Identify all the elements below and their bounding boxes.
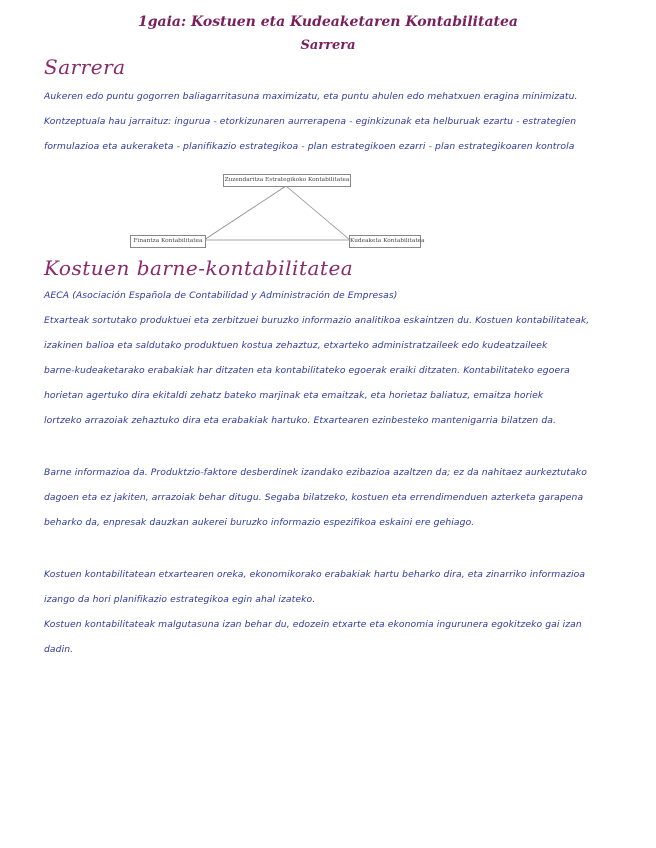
text-line: lortzeko arrazoiak zehaztuko dira eta erabakiak hartuko. Etxartearen ezinbesteko mantenigarria bilatzen da. <box>44 415 557 426</box>
text-line: dagoen eta ez jakiten, arrazoiak behar ditugu. Segaba bilatzeko, kostuen eta errendimenduen azterketa garapena <box>44 492 584 503</box>
text-line: Etxarteak sortutako produktuei eta zerbitzuei buruzko informazio analitikoa eskaintzen du. Kostuen kontabilitateak, <box>44 315 590 326</box>
paragraph-1 <box>44 308 634 433</box>
text-line: Aukeren edo puntu gogorren baliagarritasuna maximizatu, eta puntu ahulen edo mehatxuen eragina minimizatu. <box>44 91 578 102</box>
text-line: Kontzeptuala hau jarraituz: ingurua - etorkizunaren aurrerapena - eginkizunak eta helburuak ezartu - estrategien <box>44 116 577 127</box>
diagram-connector-left <box>204 186 286 240</box>
text-line: izango da hori planifikazio estrategikoa egin ahal izateko. <box>44 594 316 605</box>
text-line: beharko da, enpresak dauzkan aukerei buruzko informazio espezifikoa eskaini ere gehiago. <box>44 517 475 528</box>
paragraph-2 <box>44 460 634 535</box>
aeca-line: AECA (Asociación Española de Contabilidad y Administración de Empresas) <box>44 290 398 301</box>
text-line: Kostuen kontabilitatean etxartearen oreka, ekonomikorako erabakiak hartu beharko dira, eta zinarriko informazioa <box>44 569 586 580</box>
text-line: horietan agertuko dira ekitaldi zehatz bateko marjinak eta emaitzak, eta horietaz baliatuz, emaitza horiek <box>44 390 544 401</box>
text-line: dadin. <box>44 644 74 655</box>
text-line: izakinen balioa eta saldutako produktuen kostua zehaztuz, etxarteko administratzaileek edo kudeatzaileek <box>44 340 548 351</box>
section-heading-kostuen: Kostuen barne-kontabilitatea <box>44 256 354 280</box>
paragraph-3 <box>44 562 634 612</box>
diagram-box-management: Kudeaketa Kontabilitatea <box>349 235 421 248</box>
document-subtitle: Sarrera <box>300 38 356 53</box>
document-title: 1gaia: Kostuen eta Kudeaketaren Kontabilitatea <box>138 14 518 30</box>
diagram-box-financial: Finantza Kontabilitatea <box>130 235 206 248</box>
paragraph-sarrera <box>44 84 634 159</box>
paragraph-4 <box>44 612 634 662</box>
text-line: barne-kudeaketarako erabakiak har ditzaten eta kontabilitateko egoerak eraiki ditzaten. Kontabilitateko egoera <box>44 365 570 376</box>
text-line: Kostuen kontabilitateak malgutasuna izan behar du, edozein etxarte eta ekonomia ingurunera egokitzeko gai izan <box>44 619 582 630</box>
diagram-box-strategic: Zuzendaritza Estrategikoko Kontabilitatea <box>223 174 351 187</box>
section-heading-sarrera: Sarrera <box>44 55 126 79</box>
text-line: formulazioa eta aukeraketa - planifikazio estrategikoa - plan estrategikoen ezarri - plan estrategikoaren kontrola <box>44 141 575 152</box>
diagram-connector-right <box>286 186 350 240</box>
text-line: Barne informazioa da. Produktzio-faktore desberdinek izandako ezibazioa azaltzen da; ez da nahitaez aurkeztutako <box>44 467 587 478</box>
